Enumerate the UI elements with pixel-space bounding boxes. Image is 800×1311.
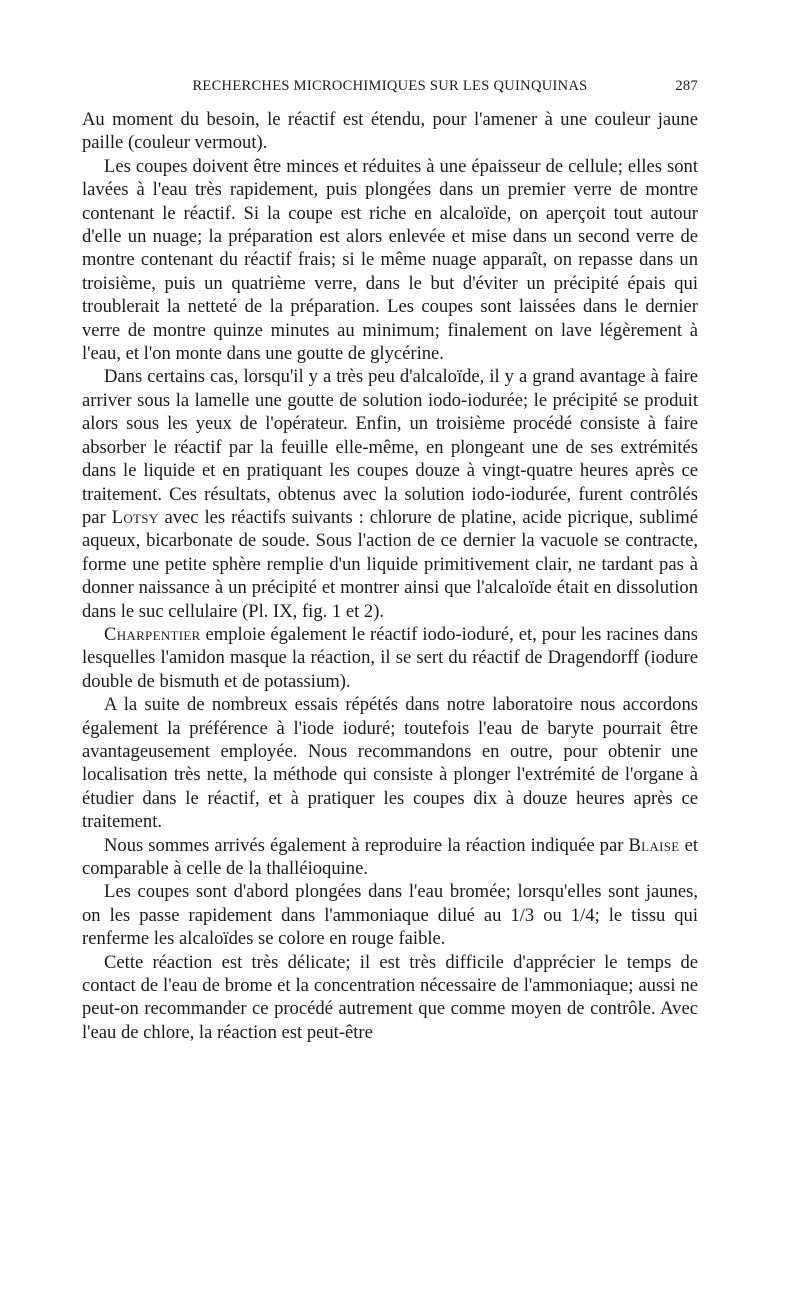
paragraph-text: Les coupes doivent être minces et réduites à une épaisseur de cellule; elles sont lavées à l'eau très rapidement, puis plongées dans un premier verre de montre contenant le réactif. Si la coupe est riche en alcaloïde, on aperçoit tout autour d'elle un nuage; la préparation est alors enlevée et mise dans un second verre de montre contenant du réactif frais; si le même nuage apparaît, on repasse dans un troisième, puis un quatrième verre, dans le but d'éviter un précipité épais qui troublerait la netteté de la préparation. Les coupes sont laissées dans le dernier verre de montre quinze minutes au minimum; finalement on lave légèrement à l'eau, et l'on monte dans une goutte de glycérine. [82,155,698,365]
page-number: 287 [675,78,698,94]
paragraph-text: Les coupes sont d'abord plongées dans l'eau bromée; lorsqu'elles sont jaunes, on les passe rapidement dans l'ammoniaque dilué au 1/3 ou 1/4; le tissu qui renferme les alcaloïdes se colore en rouge faible. [82,881,698,950]
book-page [82,72,698,1044]
paragraph-text: A la suite de nombreux essais répétés dans notre laboratoire nous accordons également la préférence à l'iode ioduré; toutefois l'eau de baryte pourrait être avantageusement employée. Nous recommandons en outre, pour obtenir une localisation très nette, la méthode qui consiste à plonger l'extrémité de l'organe à étudier dans le réactif, et à pratiquer les coupes dix à douze heures après ce traitement. [82,694,698,833]
paragraph-delicate-reaction [82,951,698,1045]
paragraph-bromine-water [82,880,698,950]
paragraph-laboratory-trials [82,693,698,833]
paragraph-iodo-solution [82,365,698,622]
paragraph-reagent-dilution [82,108,698,155]
paragraph-text: Cette réaction est très délicate; il est très difficile d'apprécier le temps de contact de l'eau de brome et la concentration nécessaire de l'ammoniaque; aussi ne peut-on recommander ce procédé autrement que comme moyen de contrôle. Avec l'eau de chlore, la réaction est peut-être [82,951,698,1043]
paragraph-charpentier [82,623,698,693]
running-header [82,72,698,100]
paragraph-section-preparation [82,155,698,366]
paragraph-text: Au moment du besoin, le réactif est étendu, pour l'amener à une couleur jaune paille (couleur vermout). [82,109,698,154]
paragraph-text: emploie également le réactif iodo-ioduré, et, pour les racines dans lesquelles l'amidon masque la réaction, il se sert du réactif de Dragendorff (iodure double de bismuth et de potassium). [82,623,698,692]
paragraph-text: avec les réactifs suivants : chlorure de platine, acide picrique, sublimé aqueux, bicarbonate de soude. Sous l'action de ce dernier la vacuole se contracte, forme une petite sphère remplie d'un liquide primitivement clair, ne tardant pas à donner naissance à un précipité et montrer ainsi que l'alcaloïde était en dissolution dans le suc cellulaire (Pl. IX, fig. 1 et 2). [82,506,698,622]
body-text [82,108,698,1044]
paragraph-text: Nous sommes arrivés également à reproduire la réaction indiquée par [104,834,629,856]
author-name-lotsy: Lotsy [111,506,159,528]
running-title: RECHERCHES MICROCHIMIQUES SUR LES QUINQUINAS [192,78,588,94]
paragraph-thalleioquine [82,834,698,881]
author-name-blaise: Blaise [628,834,680,856]
paragraph-text: Dans certains cas, lorsqu'il y a très peu d'alcaloïde, il y a grand avantage à faire arriver sous la lamelle une goutte de solution iodo-iodurée; le précipité se produit alors sous les yeux de l'opérateur. Enfin, un troisième procédé consiste à faire absorber le réactif par la feuille elle-même, en plongeant une de ses extrémités dans le liquide et en pratiquant les coupes douze à vingt-quatre heures après ce traitement. Ces résultats, obtenus avec la solution iodo-iodurée, furent contrôlés par [82,366,698,528]
paragraph-text: et comparable à celle de la thalléioquine. [82,834,698,879]
author-name-charpentier: Charpentier [104,623,201,645]
